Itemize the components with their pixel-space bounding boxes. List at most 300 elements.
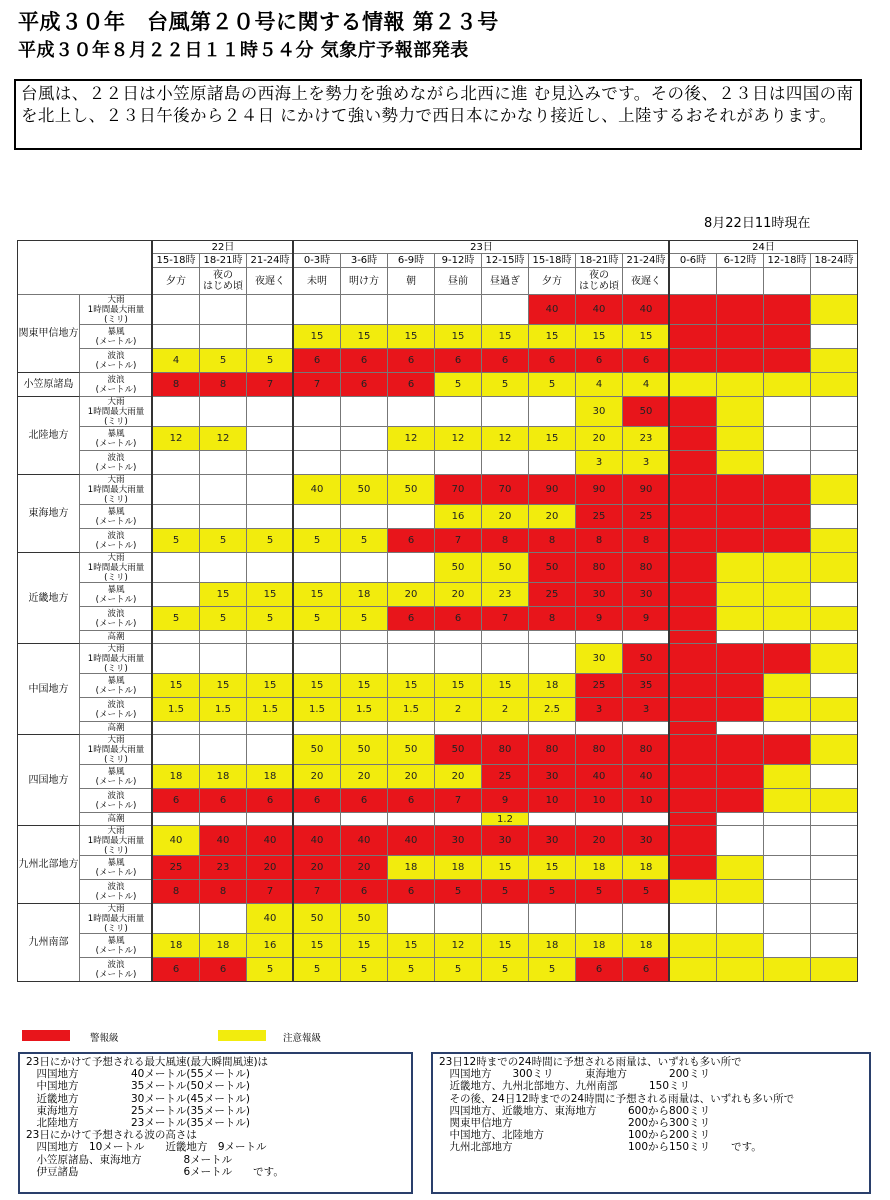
time-header: 3-6時 [341, 254, 388, 268]
forecast-cell [764, 826, 811, 856]
element-label: 暴風 (メートル) [80, 505, 153, 529]
forecast-cell: 20 [294, 856, 341, 880]
forecast-cell [341, 451, 388, 475]
forecast-cell: 6 [200, 958, 247, 982]
forecast-cell [811, 607, 858, 631]
forecast-cell: 50 [388, 735, 435, 765]
forecast-cell: 5 [200, 607, 247, 631]
forecast-cell [388, 397, 435, 427]
forecast-cell: 30 [529, 826, 576, 856]
forecast-cell: 15 [200, 583, 247, 607]
region-label: 四国地方 [18, 735, 80, 826]
forecast-cell: 30 [623, 826, 670, 856]
forecast-cell [200, 475, 247, 505]
forecast-cell [670, 295, 717, 325]
forecast-cell [764, 934, 811, 958]
forecast-cell: 8 [153, 880, 200, 904]
forecast-cell: 20 [529, 505, 576, 529]
forecast-cell [388, 295, 435, 325]
region-label: 関東甲信地方 [18, 295, 80, 373]
forecast-cell [670, 789, 717, 813]
forecast-cell: 8 [529, 607, 576, 631]
forecast-cell: 50 [623, 397, 670, 427]
forecast-cell [717, 735, 764, 765]
forecast-cell [764, 698, 811, 722]
forecast-cell: 80 [623, 735, 670, 765]
forecast-cell: 15 [482, 674, 529, 698]
box-line: 中国地方、北陸地方 100から200ミリ [439, 1129, 711, 1142]
forecast-cell: 5 [294, 958, 341, 982]
forecast-cell [764, 644, 811, 674]
forecast-cell: 7 [482, 607, 529, 631]
element-label: 暴風 (メートル) [80, 427, 153, 451]
forecast-cell: 25 [576, 505, 623, 529]
forecast-cell: 15 [247, 674, 294, 698]
forecast-cell: 15 [576, 325, 623, 349]
forecast-cell [717, 644, 764, 674]
forecast-cell: 30 [529, 765, 576, 789]
forecast-cell: 40 [247, 904, 294, 934]
forecast-cell: 4 [623, 373, 670, 397]
forecast-cell [717, 295, 764, 325]
forecast-cell: 15 [388, 934, 435, 958]
forecast-cell [811, 934, 858, 958]
forecast-cell: 15 [200, 674, 247, 698]
forecast-cell: 25 [576, 674, 623, 698]
forecast-cell [482, 631, 529, 644]
time-header: 18-24時 [811, 254, 858, 268]
forecast-cell [623, 904, 670, 934]
forecast-cell [247, 553, 294, 583]
forecast-cell: 15 [388, 325, 435, 349]
forecast-cell [153, 631, 200, 644]
element-label: 暴風 (メートル) [80, 765, 153, 789]
summary-box: 台風は、２２日は小笠原諸島の西海上を勢力を強めながら北西に進 む見込みです。その後、２３日は四国の南を北上し、２３日午後から２４日 にかけて強い勢力で西日本にかなり接近し、上陸するおそれがあります。 [14, 79, 862, 150]
forecast-cell: 35 [623, 674, 670, 698]
forecast-cell: 50 [294, 735, 341, 765]
forecast-cell [435, 644, 482, 674]
forecast-cell: 30 [623, 583, 670, 607]
forecast-cell [717, 674, 764, 698]
forecast-cell [482, 451, 529, 475]
forecast-cell: 2 [482, 698, 529, 722]
forecast-cell: 15 [294, 674, 341, 698]
forecast-cell [811, 427, 858, 451]
forecast-cell [717, 880, 764, 904]
forecast-cell: 3 [623, 451, 670, 475]
forecast-cell [764, 674, 811, 698]
forecast-cell [435, 451, 482, 475]
forecast-cell [670, 475, 717, 505]
forecast-cell: 5 [482, 373, 529, 397]
forecast-cell: 9 [482, 789, 529, 813]
element-label: 暴風 (メートル) [80, 325, 153, 349]
period-header: 明け方 [341, 268, 388, 295]
time-header: 12-15時 [482, 254, 529, 268]
box-line: 伊豆諸島 6メートル です。 [26, 1165, 284, 1178]
forecast-cell: 18 [247, 765, 294, 789]
forecast-cell: 8 [153, 373, 200, 397]
forecast-cell: 18 [200, 934, 247, 958]
forecast-cell: 5 [341, 958, 388, 982]
forecast-cell [153, 904, 200, 934]
period-header: 夜遅く [623, 268, 670, 295]
forecast-cell [811, 765, 858, 789]
forecast-cell [811, 880, 858, 904]
forecast-cell: 40 [576, 765, 623, 789]
page-title: 平成３０年 台風第２０号に関する情報 第２３号 [18, 10, 499, 34]
forecast-cell: 5 [482, 880, 529, 904]
forecast-cell [247, 397, 294, 427]
element-label: 暴風 (メートル) [80, 583, 153, 607]
forecast-cell: 40 [529, 295, 576, 325]
element-label: 波浪 (メートル) [80, 451, 153, 475]
forecast-cell: 15 [529, 427, 576, 451]
forecast-cell: 15 [341, 325, 388, 349]
period-header: 昼前 [435, 268, 482, 295]
forecast-cell [294, 427, 341, 451]
box-line: 東海地方 25メートル(35メートル) [26, 1104, 250, 1117]
forecast-cell [764, 529, 811, 553]
forecast-cell: 18 [153, 934, 200, 958]
forecast-cell: 30 [576, 644, 623, 674]
forecast-cell: 6 [247, 789, 294, 813]
forecast-cell: 40 [294, 826, 341, 856]
forecast-cell: 6 [388, 607, 435, 631]
legend-advisory-label: 注意報級 [283, 1033, 322, 1044]
box-line: 九州北部地方 100から150ミリ です。 [439, 1141, 762, 1154]
forecast-cell: 6 [341, 789, 388, 813]
forecast-cell: 5 [341, 529, 388, 553]
forecast-cell: 12 [200, 427, 247, 451]
forecast-cell: 18 [153, 765, 200, 789]
forecast-cell [764, 856, 811, 880]
forecast-cell [341, 644, 388, 674]
legend-warning-label: 警報級 [90, 1033, 119, 1044]
forecast-cell [153, 325, 200, 349]
element-label: 波浪 (メートル) [80, 607, 153, 631]
time-header: 15-18時 [153, 254, 200, 268]
forecast-cell: 12 [482, 427, 529, 451]
forecast-cell: 15 [435, 674, 482, 698]
day-header: 23日 [294, 241, 670, 254]
time-header: 6-9時 [388, 254, 435, 268]
forecast-cell [764, 505, 811, 529]
forecast-cell: 6 [435, 349, 482, 373]
forecast-cell [717, 349, 764, 373]
period-header: 夕方 [153, 268, 200, 295]
forecast-cell [717, 475, 764, 505]
forecast-cell: 30 [482, 826, 529, 856]
forecast-cell: 15 [388, 674, 435, 698]
forecast-cell [764, 958, 811, 982]
forecast-cell: 6 [576, 958, 623, 982]
forecast-cell [294, 631, 341, 644]
forecast-cell [811, 826, 858, 856]
forecast-cell [670, 674, 717, 698]
forecast-cell [153, 813, 200, 826]
region-label: 北陸地方 [18, 397, 80, 475]
forecast-cell [811, 958, 858, 982]
period-header: 朝 [388, 268, 435, 295]
element-label: 大雨 1時間最大雨量 (ミリ) [80, 397, 153, 427]
forecast-cell [294, 295, 341, 325]
forecast-cell [294, 813, 341, 826]
forecast-cell: 40 [153, 826, 200, 856]
forecast-cell: 1.5 [294, 698, 341, 722]
forecast-cell: 90 [623, 475, 670, 505]
forecast-cell [764, 607, 811, 631]
forecast-cell: 6 [294, 789, 341, 813]
forecast-cell [388, 904, 435, 934]
forecast-cell [153, 397, 200, 427]
forecast-cell: 40 [576, 295, 623, 325]
period-header [670, 268, 717, 295]
forecast-cell: 20 [294, 765, 341, 789]
forecast-cell [670, 631, 717, 644]
forecast-cell [341, 631, 388, 644]
forecast-cell: 20 [435, 583, 482, 607]
forecast-cell [811, 644, 858, 674]
forecast-cell: 10 [576, 789, 623, 813]
forecast-cell: 5 [247, 958, 294, 982]
forecast-cell [200, 904, 247, 934]
legend-warning-swatch [22, 1030, 70, 1041]
forecast-cell [153, 475, 200, 505]
forecast-cell: 12 [435, 934, 482, 958]
element-label: 暴風 (メートル) [80, 934, 153, 958]
forecast-cell [200, 505, 247, 529]
forecast-cell: 5 [529, 958, 576, 982]
forecast-cell: 6 [388, 880, 435, 904]
forecast-cell [153, 735, 200, 765]
forecast-cell [717, 856, 764, 880]
period-header [717, 268, 764, 295]
forecast-cell [670, 813, 717, 826]
forecast-cell [717, 451, 764, 475]
element-label: 高潮 [80, 631, 153, 644]
forecast-cell [435, 904, 482, 934]
forecast-cell: 5 [388, 958, 435, 982]
forecast-cell [670, 373, 717, 397]
element-label: 高潮 [80, 813, 153, 826]
forecast-cell: 18 [576, 934, 623, 958]
forecast-cell [717, 427, 764, 451]
forecast-cell: 30 [576, 583, 623, 607]
forecast-cell: 50 [388, 475, 435, 505]
forecast-cell [717, 958, 764, 982]
time-header: 6-12時 [717, 254, 764, 268]
forecast-cell: 18 [623, 856, 670, 880]
forecast-cell: 6 [341, 373, 388, 397]
element-label: 波浪 (メートル) [80, 958, 153, 982]
forecast-cell: 20 [576, 826, 623, 856]
forecast-cell [670, 397, 717, 427]
as-of-label: 8月22日11時現在 [704, 216, 811, 231]
forecast-cell [717, 373, 764, 397]
forecast-cell: 5 [529, 373, 576, 397]
period-header [811, 268, 858, 295]
region-label: 九州南部 [18, 904, 80, 982]
forecast-cell: 40 [247, 826, 294, 856]
forecast-cell [153, 451, 200, 475]
forecast-cell [670, 607, 717, 631]
forecast-cell [670, 958, 717, 982]
time-header: 21-24時 [623, 254, 670, 268]
forecast-cell [247, 631, 294, 644]
forecast-cell [764, 904, 811, 934]
forecast-cell [717, 765, 764, 789]
forecast-cell [341, 427, 388, 451]
forecast-cell [717, 698, 764, 722]
wind-wave-forecast-box [18, 1052, 413, 1194]
forecast-cell: 3 [576, 451, 623, 475]
forecast-cell: 3 [576, 698, 623, 722]
forecast-cell: 40 [341, 826, 388, 856]
forecast-cell [717, 607, 764, 631]
forecast-cell [529, 644, 576, 674]
forecast-cell [294, 722, 341, 735]
forecast-cell [717, 529, 764, 553]
forecast-cell [717, 722, 764, 735]
forecast-cell: 20 [341, 765, 388, 789]
forecast-cell [764, 553, 811, 583]
forecast-cell: 1.5 [200, 698, 247, 722]
forecast-cell [717, 826, 764, 856]
forecast-cell: 7 [435, 529, 482, 553]
forecast-cell: 40 [623, 295, 670, 325]
forecast-cell: 8 [200, 373, 247, 397]
forecast-cell [811, 735, 858, 765]
forecast-cell: 50 [294, 904, 341, 934]
forecast-cell: 90 [576, 475, 623, 505]
forecast-cell [482, 722, 529, 735]
time-header: 15-18時 [529, 254, 576, 268]
forecast-cell: 7 [247, 880, 294, 904]
forecast-cell [764, 765, 811, 789]
forecast-cell [717, 813, 764, 826]
period-header: 夕方 [529, 268, 576, 295]
forecast-cell: 50 [341, 475, 388, 505]
forecast-cell: 18 [435, 856, 482, 880]
forecast-cell [717, 789, 764, 813]
region-label: 中国地方 [18, 644, 80, 735]
forecast-cell: 7 [294, 373, 341, 397]
forecast-cell [811, 674, 858, 698]
element-label: 暴風 (メートル) [80, 856, 153, 880]
period-header: 昼過ぎ [482, 268, 529, 295]
forecast-cell: 18 [529, 934, 576, 958]
forecast-cell [670, 553, 717, 583]
forecast-cell [670, 765, 717, 789]
forecast-cell [247, 644, 294, 674]
forecast-cell [529, 397, 576, 427]
forecast-cell: 15 [294, 325, 341, 349]
forecast-cell [811, 349, 858, 373]
forecast-cell: 80 [529, 735, 576, 765]
forecast-cell [482, 644, 529, 674]
forecast-cell [294, 397, 341, 427]
forecast-cell [811, 451, 858, 475]
forecast-cell [247, 505, 294, 529]
time-header: 12-18時 [764, 254, 811, 268]
forecast-cell: 6 [153, 789, 200, 813]
forecast-cell: 5 [435, 880, 482, 904]
forecast-cell: 15 [247, 583, 294, 607]
forecast-cell: 50 [341, 735, 388, 765]
forecast-cell [811, 631, 858, 644]
period-header: 夜遅く [247, 268, 294, 295]
forecast-cell [341, 553, 388, 583]
forecast-cell: 6 [388, 349, 435, 373]
forecast-cell [200, 397, 247, 427]
forecast-cell: 8 [482, 529, 529, 553]
forecast-cell: 6 [529, 349, 576, 373]
forecast-cell: 10 [529, 789, 576, 813]
forecast-cell: 6 [200, 789, 247, 813]
box-line: 関東甲信地方 200から300ミリ [439, 1116, 711, 1129]
box-line: 近畿地方 30メートル(45メートル) [26, 1092, 250, 1105]
forecast-cell [388, 553, 435, 583]
forecast-cell [388, 813, 435, 826]
forecast-cell: 5 [153, 607, 200, 631]
forecast-cell: 15 [294, 934, 341, 958]
forecast-cell [482, 904, 529, 934]
forecast-cell: 23 [200, 856, 247, 880]
forecast-cell: 20 [576, 427, 623, 451]
forecast-cell [670, 722, 717, 735]
forecast-cell: 12 [153, 427, 200, 451]
forecast-cell [764, 735, 811, 765]
box-line: 中国地方 35メートル(50メートル) [26, 1080, 250, 1093]
forecast-cell [764, 295, 811, 325]
forecast-cell: 6 [623, 958, 670, 982]
forecast-cell: 18 [388, 856, 435, 880]
forecast-cell [670, 529, 717, 553]
forecast-cell [717, 904, 764, 934]
forecast-cell: 18 [623, 934, 670, 958]
forecast-cell: 18 [529, 674, 576, 698]
forecast-cell [670, 325, 717, 349]
forecast-cell [529, 904, 576, 934]
forecast-cell [811, 325, 858, 349]
time-header: 21-24時 [247, 254, 294, 268]
forecast-cell: 80 [576, 735, 623, 765]
forecast-cell: 6 [576, 349, 623, 373]
forecast-cell: 5 [529, 880, 576, 904]
box-line: 23日12時までの24時間に予想される雨量は、いずれも多い所で [439, 1056, 742, 1068]
forecast-cell [247, 475, 294, 505]
element-label: 大雨 1時間最大雨量 (ミリ) [80, 735, 153, 765]
forecast-cell: 15 [482, 934, 529, 958]
forecast-cell [764, 789, 811, 813]
issue-datetime: 平成３０年８月２２日１１時５４分 気象庁予報部発表 [18, 40, 469, 61]
forecast-cell [811, 813, 858, 826]
forecast-cell [811, 397, 858, 427]
forecast-cell [294, 553, 341, 583]
forecast-cell [341, 505, 388, 529]
forecast-cell: 6 [153, 958, 200, 982]
forecast-cell: 5 [482, 958, 529, 982]
forecast-cell [811, 295, 858, 325]
forecast-cell [764, 427, 811, 451]
forecast-cell [764, 722, 811, 735]
forecast-cell: 4 [153, 349, 200, 373]
forecast-cell: 20 [435, 765, 482, 789]
forecast-cell [153, 583, 200, 607]
box-line: 23日にかけて予想される最大風速(最大瞬間風速)は [26, 1056, 269, 1068]
forecast-cell [576, 722, 623, 735]
